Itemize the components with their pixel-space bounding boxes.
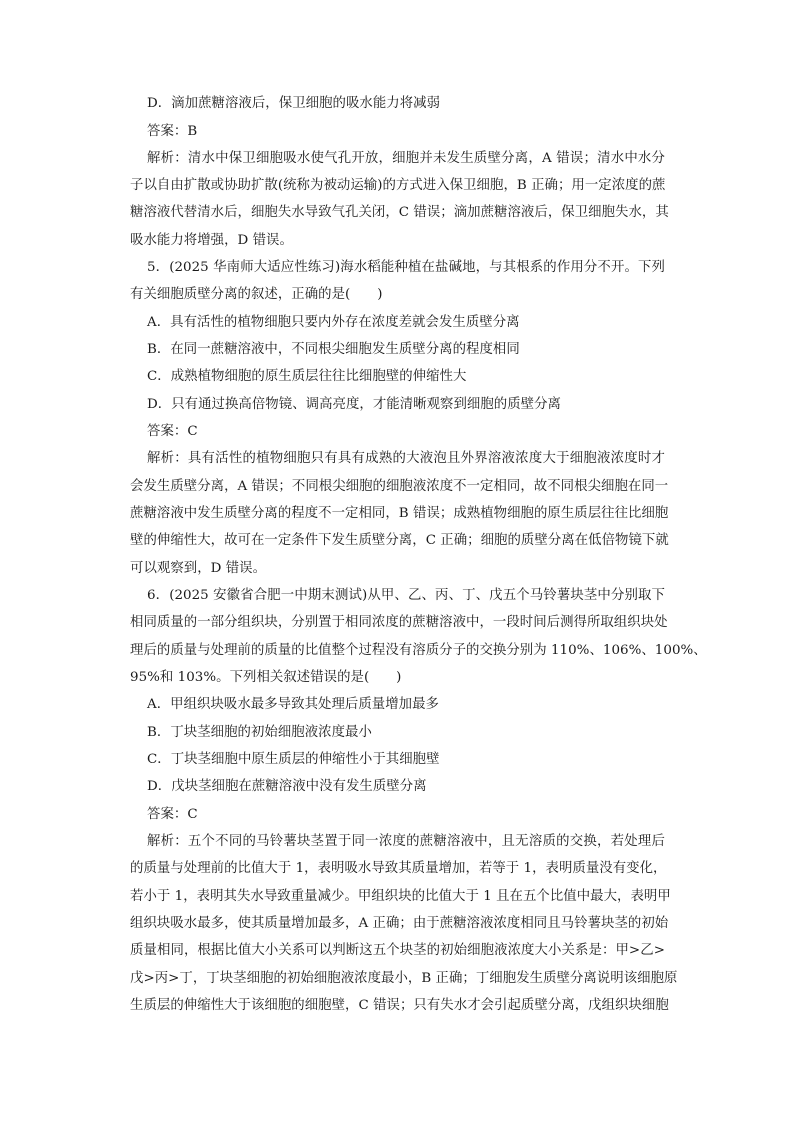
q5-option-d: D．只有通过换高倍物镜、调高亮度，才能清晰观察到细胞的质壁分离: [147, 397, 562, 412]
q4-analysis-line-4: 吸水能力将增强，D 错误。: [130, 233, 293, 248]
q6-analysis-line-5: 质量相同，根据比值大小关系可以判断这五个块茎的初始细胞液浓度大小关系是：甲>乙>: [130, 943, 665, 958]
q6-analysis-line-4: 组织块吸水最多，使其质量增加最多，A 正确；由于蔗糖溶液浓度相同且马铃薯块茎的初始: [130, 916, 669, 931]
q6-option-d: D．戊块茎细胞在蔗糖溶液中没有发生质壁分离: [147, 779, 427, 794]
q6-option-c: C．丁块茎细胞中原生质层的伸缩性小于其细胞壁: [147, 752, 440, 767]
q6-option-a: A．甲组织块吸水最多导致其处理后质量增加最多: [147, 697, 439, 712]
q6-analysis-line-3: 若小于 1，表明其失水导致重量减少。甲组织块的比值大于 1 且在五个比值中最大，表明甲: [130, 889, 671, 904]
q5-analysis-line-1: 解析：具有活性的植物细胞只有具有成熟的大液泡且外界溶液浓度大于细胞液浓度时才: [147, 451, 665, 466]
q5-stem-line-2: 有关细胞质壁分离的叙述，正确的是( ): [130, 287, 383, 302]
q6-option-b: B．丁块茎细胞的初始细胞液浓度最小: [147, 725, 372, 740]
q4-analysis-line-3: 糖溶液代替清水后，细胞失水导致气孔关闭，C 错误；滴加蔗糖溶液后，保卫细胞失水，其: [130, 205, 669, 220]
q6-analysis-line-1: 解析：五个不同的马铃薯块茎置于同一浓度的蔗糖溶液中，且无溶质的交换，若处理后: [147, 834, 665, 849]
q5-analysis-line-5: 可以观察到，D 错误。: [130, 561, 267, 576]
q5-stem-line-1: 5．(2025 华南师大适应性练习)海水稻能种植在盐碱地，与其根系的作用分不开。下列: [147, 260, 665, 275]
q6-stem-line-3: 理后的质量与处理前的质量的比值整个过程没有溶质分子的交换分别为 110%、106%、100%、: [130, 643, 707, 658]
q5-analysis-line-2: 会发生质壁分离，A 错误；不同根尖细胞的细胞液浓度不一定相同，故不同根尖细胞在同一: [130, 479, 669, 494]
q4-answer: 答案：B: [147, 124, 198, 139]
q5-answer: 答案：C: [147, 424, 198, 439]
q6-analysis-line-6: 戊>丙>丁，丁块茎细胞的初始细胞液浓度最小，B 正确；丁细胞发生质壁分离说明该细胞原: [130, 971, 678, 986]
q4-option-d: D．滴加蔗糖溶液后，保卫细胞的吸水能力将减弱: [147, 96, 441, 111]
q6-analysis-line-7: 生质层的伸缩性大于该细胞的细胞壁，C 错误；只有失水才会引起质壁分离，戊组织块细胞: [130, 998, 669, 1013]
q5-option-a: A．具有活性的植物细胞只要内外存在浓度差就会发生质壁分离: [147, 315, 520, 330]
q6-stem-line-2: 相同质量的一部分组织块，分别置于相同浓度的蔗糖溶液中，一段时间后测得所取组织块处: [130, 615, 668, 630]
q6-analysis-line-2: 的质量与处理前的比值大于 1，表明吸水导致其质量增加，若等于 1，表明质量没有变化，: [130, 861, 667, 876]
q6-stem-line-4: 95%和 103%。下列相关叙述错误的是( ): [130, 670, 402, 685]
q5-option-c: C．成熟植物细胞的原生质层往往比细胞壁的伸缩性大: [147, 369, 467, 384]
q4-analysis-line-1: 解析：清水中保卫细胞吸水使气孔开放，细胞并未发生质壁分离，A 错误；清水中水分: [147, 151, 665, 166]
q5-option-b: B．在同一蔗糖溶液中，不同根尖细胞发生质壁分离的程度相同: [147, 342, 520, 357]
q6-answer: 答案：C: [147, 807, 198, 822]
q6-stem-line-1: 6．(2025 安徽省合肥一中期末测试)从甲、乙、丙、丁、戊五个马铃薯块茎中分别取下: [147, 588, 665, 603]
q4-analysis-line-2: 子以自由扩散或协助扩散(统称为被动运输)的方式进入保卫细胞，B 正确；用一定浓度的蔗: [130, 178, 666, 193]
q5-analysis-line-4: 壁的伸缩性大，故可在一定条件下发生质壁分离，C 正确；细胞的质壁分离在低倍物镜下就: [130, 533, 669, 548]
q5-analysis-line-3: 蔗糖溶液中发生质壁分离的程度不一定相同，B 错误；成熟植物细胞的原生质层往往比细胞: [130, 506, 669, 521]
